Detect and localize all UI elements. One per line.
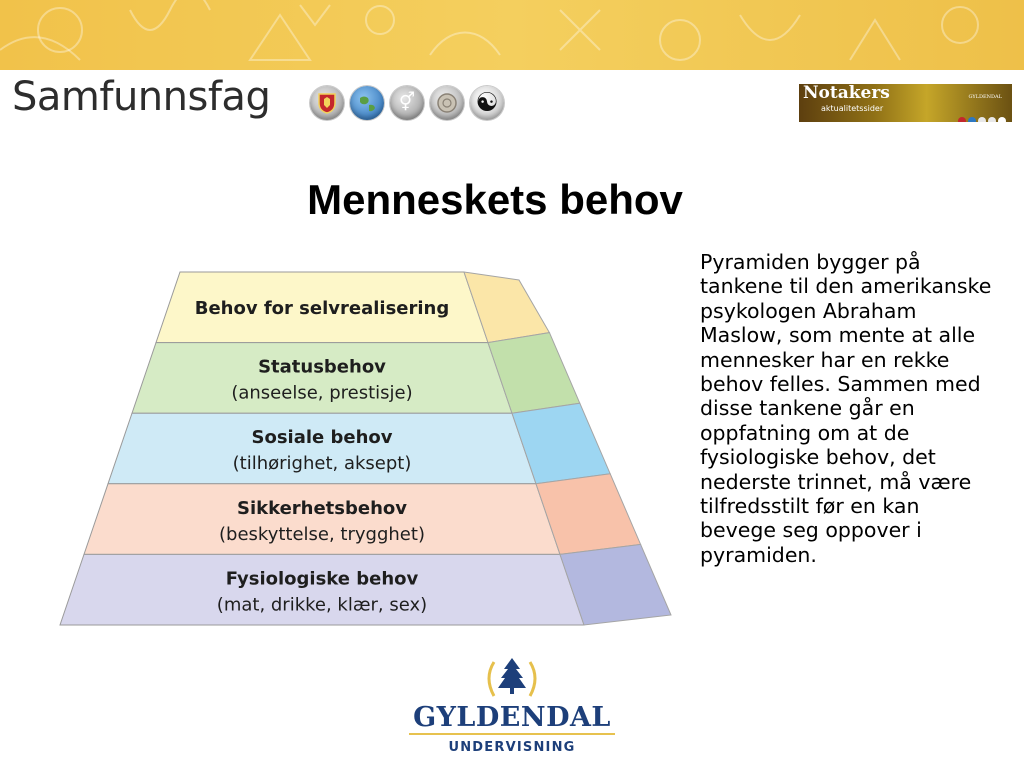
coat-of-arms-icon[interactable] — [310, 86, 344, 120]
coin-icon[interactable] — [430, 86, 464, 120]
logo-subtitle: UNDERVISNING — [448, 740, 576, 755]
decorative-banner — [0, 0, 1024, 70]
pyramid-level-label: Sosiale behov — [251, 427, 393, 449]
banner-pattern — [0, 0, 1024, 70]
pyramid-level-label: Fysiologiske behov — [225, 568, 419, 590]
logo-wordmark: GYLDENDAL — [413, 702, 611, 733]
coat-of-arms-icon — [958, 117, 966, 122]
gender-symbol-glyph: ⚥ — [398, 92, 416, 113]
pyramid-level-detail: (beskyttelse, trygghet) — [219, 523, 425, 545]
promo-icon-row — [956, 110, 1006, 119]
slide-body-text: Pyramiden bygger på tankene til den amerikanske psykologen Abraham Maslow, som mente at alle mennesker har en rekke behov felles. Sammen med disse tankene går en oppfatning om at de fysiologiske behov, det nederste trinnet, må være tilfredsstilt før en kan bevege seg oppover i pyramiden. — [700, 250, 992, 567]
gender-symbol-icon[interactable] — [390, 86, 424, 120]
globe-icon[interactable] — [350, 86, 384, 120]
pyramid-level-detail: (tilhørighet, aksept) — [232, 453, 412, 475]
yin-yang-glyph: ☯ — [475, 88, 499, 118]
coin-icon — [988, 117, 996, 122]
maslow-pyramid — [56, 268, 676, 630]
gender-symbol-icon — [978, 117, 986, 122]
pyramid-level-label: Behov for selvrealisering — [194, 298, 450, 319]
notakers-promo-banner[interactable] — [799, 84, 1012, 122]
logo-divider — [409, 733, 615, 735]
app-title: Samfunnsfag — [12, 74, 271, 120]
pyramid-level-label: Sikkerhetsbehov — [236, 497, 408, 519]
yin-yang-icon[interactable] — [470, 86, 504, 120]
pyramid-level-label: Statusbehov — [258, 356, 386, 378]
yin-yang-icon — [998, 117, 1006, 122]
globe-shape — [354, 90, 380, 116]
promo-subtitle: aktualitetssider — [821, 104, 884, 113]
promo-title: Notakers — [803, 84, 890, 103]
globe-icon — [968, 117, 976, 122]
slide-title: Menneskets behov — [307, 176, 683, 223]
gyldendal-logo — [400, 652, 624, 762]
coat-of-arms-shape — [317, 92, 337, 114]
coin-shape — [435, 91, 459, 115]
pyramid-level-detail: (anseelse, prestisje) — [231, 382, 413, 404]
pyramid-level-detail: (mat, drikke, klær, sex) — [216, 594, 428, 616]
promo-brand: GYLDENDAL — [968, 94, 1002, 100]
tree-logo-icon — [400, 652, 624, 702]
